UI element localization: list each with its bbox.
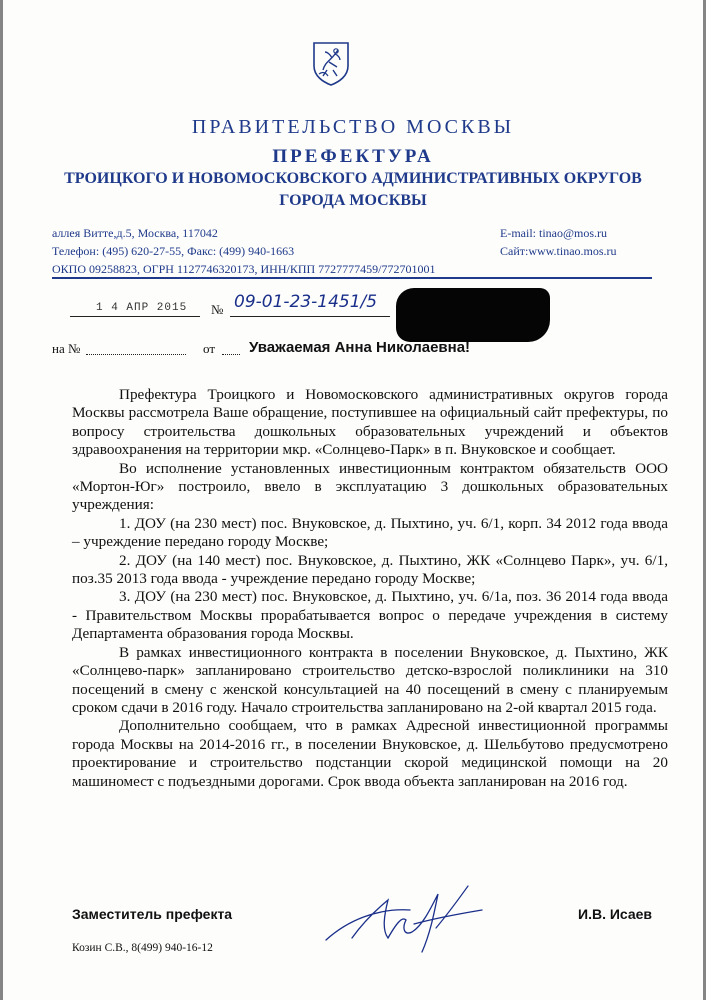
date-underline	[70, 316, 200, 317]
greeting: Уважаемая Анна Николаевна!	[249, 339, 471, 356]
paragraph: Дополнительно сообщаем, что в рамках Адресной инвестиционной программы города Москвы на 2014-2016 гг., в поселении Внуковское, д. Шельбутово предусмотрено проектирование и строительство подстанции скорой медицинской помощи на 20 машиномест с подъездными дорогами. Срок ввода объекта запланирован на 2016 год.	[72, 717, 668, 790]
paragraph: Во исполнение установленных инвестиционным контрактом обязательств ООО «Мортон-Юг» построило, ввело в эксплуатацию 3 дошкольных образовательных учреждения:	[72, 459, 668, 514]
paragraph: Префектура Троицкого и Новомосковского административных округов города Москвы рассмотрела Ваше обращение, поступившее на официальный сайт префектуры, по вопросу строительства дошкольных образовательных учреждений и объектов здравоохранения на территории мкр. «Солнцево-Парк» в п. Внуковское и сообщает.	[72, 386, 668, 459]
address: аллея Витте,д.5, Москва, 117042	[52, 226, 218, 240]
phone-fax: Телефон: (495) 620-27-55, Факс: (499) 940-1663	[52, 244, 295, 258]
outgoing-number-handwritten: 09-01-23-1451/5	[234, 292, 378, 312]
letterhead-divider	[52, 277, 652, 279]
government-title: ПРАВИТЕЛЬСТВО МОСКВЫ	[191, 116, 515, 138]
list-item: 3. ДОУ (на 230 мест) пос. Внуковское, д. Пыхтино, уч. 6/1а, поз. 36 2014 года ввода - Правительством Москвы прорабатывается вопрос о передаче учреждения в систему Департамента образования города Москвы.	[72, 588, 668, 643]
email: E-mail: tinao@mos.ru	[500, 226, 608, 240]
registration-codes: ОКПО 09258823, ОГРН 1127746320173, ИНН/КПП 7727777459/772701001	[52, 262, 436, 276]
signer-name: И.В. Исаев	[578, 906, 653, 922]
letter-body	[72, 386, 668, 791]
city-title: ГОРОДА МОСКВЫ	[279, 192, 427, 209]
moscow-coat-of-arms-icon	[311, 40, 351, 86]
reply-number-blank	[86, 354, 186, 355]
number-underline	[230, 316, 390, 317]
paragraph: В рамках инвестиционного контракта в поселении Внуковское, д. Пыхтино, ЖК «Солнцево-парк» запланировано строительство детско-взрослой поликлиники на 310 посещений в смену с женской консультацией на 40 посещений в смену с планируемым сроком сдачи в 2016 году. Начало строительства запланировано на 2-ой квартал 2015 года.	[72, 643, 668, 716]
website: Сайт:www.tinao.mos.ru	[500, 244, 617, 258]
outgoing-date-stamp: 1 4 АПР 2015	[96, 302, 188, 314]
reply-date-blank	[222, 354, 240, 355]
prefecture-title: ПРЕФЕКТУРА	[272, 146, 434, 167]
signer-title: Заместитель префекта	[72, 906, 233, 922]
list-item: 2. ДОУ (на 140 мест) пос. Внуковское, д. Пыхтино, ЖК «Солнцево Парк», уч. 6/1, поз.35 2013 года ввода - учреждение передано городу Москве;	[72, 551, 668, 588]
list-item: 1. ДОУ (на 230 мест) пос. Внуковское, д. Пыхтино, уч. 6/1, корп. 34 2012 года ввода – учреждение передано городу Москве;	[72, 514, 668, 551]
outgoing-number-label: №	[211, 302, 224, 317]
reply-number-label: на №	[52, 341, 81, 356]
handwritten-signature	[318, 880, 488, 960]
reply-date-label: от	[203, 341, 216, 356]
districts-title: ТРОИЦКОГО И НОВОМОСКОВСКОГО АДМИНИСТРАТИВНЫХ ОКРУГОВ	[64, 170, 642, 187]
executor-contact: Козин С.В., 8(499) 940-16-12	[72, 942, 213, 954]
redaction-block	[396, 288, 550, 342]
